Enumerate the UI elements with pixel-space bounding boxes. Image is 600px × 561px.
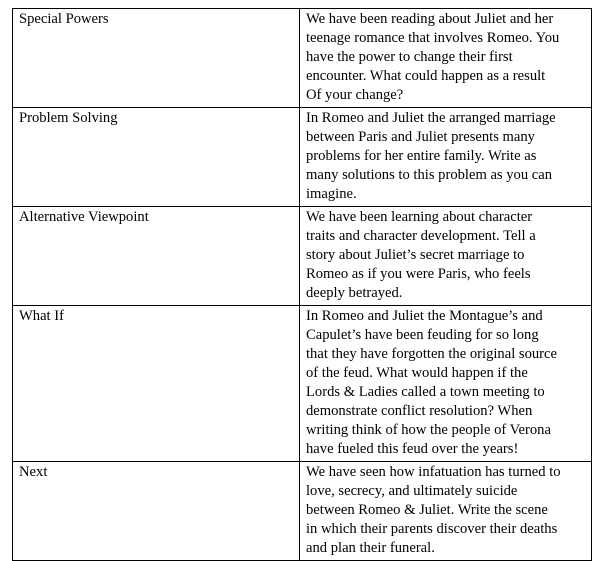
category-cell [13, 207, 300, 306]
description-line: Lords & Ladies called a town meeting to [306, 384, 545, 400]
description-line: in which their parents discover their deaths [306, 521, 558, 537]
description-cell [300, 207, 592, 306]
category-cell [13, 9, 300, 108]
description-line: problems for her entire family. Write as [306, 148, 537, 164]
description-line: demonstrate conflict resolution? When [306, 403, 533, 419]
description-line: Of your change? [306, 87, 404, 103]
description-line: have fueled this feud over the years! [306, 441, 519, 457]
category-label: Alternative Viewpoint [19, 209, 149, 225]
description-line: We have seen how infatuation has turned to [306, 464, 561, 480]
category-label: Special Powers [19, 11, 109, 27]
category-cell [13, 306, 300, 462]
description-cell [300, 108, 592, 207]
table-row [13, 306, 592, 462]
description-line: story about Juliet’s secret marriage to [306, 247, 525, 263]
description-cell [300, 306, 592, 462]
activity-table [12, 8, 592, 561]
description-line: Romeo as if you were Paris, who feels [306, 266, 531, 282]
description-line: imagine. [306, 186, 357, 202]
table-row [13, 462, 592, 561]
description-line: writing think of how the people of Verona [306, 422, 551, 438]
description-line: Capulet’s have been feuding for so long [306, 327, 539, 343]
description-line: In Romeo and Juliet the arranged marriage [306, 110, 556, 126]
table-row [13, 207, 592, 306]
description-line: teenage romance that involves Romeo. You [306, 30, 560, 46]
description-cell [300, 462, 592, 561]
category-cell [13, 462, 300, 561]
category-label: What If [19, 308, 64, 324]
description-line: traits and character development. Tell a [306, 228, 536, 244]
description-line: deeply betrayed. [306, 285, 403, 301]
description-line: between Paris and Juliet presents many [306, 129, 535, 145]
description-line: love, secrecy, and ultimately suicide [306, 483, 518, 499]
category-label: Next [19, 464, 48, 480]
description-line: of the feud. What would happen if the [306, 365, 528, 381]
table-row [13, 9, 592, 108]
description-line: and plan their funeral. [306, 540, 435, 556]
description-line: We have been learning about character [306, 209, 533, 225]
category-label: Problem Solving [19, 110, 118, 126]
description-line: In Romeo and Juliet the Montague’s and [306, 308, 543, 324]
category-cell [13, 108, 300, 207]
description-line: that they have forgotten the original source [306, 346, 557, 362]
description-line: have the power to change their first [306, 49, 513, 65]
description-cell [300, 9, 592, 108]
description-line: encounter. What could happen as a result [306, 68, 546, 84]
description-line: many solutions to this problem as you can [306, 167, 553, 183]
description-line: We have been reading about Juliet and her [306, 11, 554, 27]
description-line: between Romeo & Juliet. Write the scene [306, 502, 548, 518]
table-row [13, 108, 592, 207]
